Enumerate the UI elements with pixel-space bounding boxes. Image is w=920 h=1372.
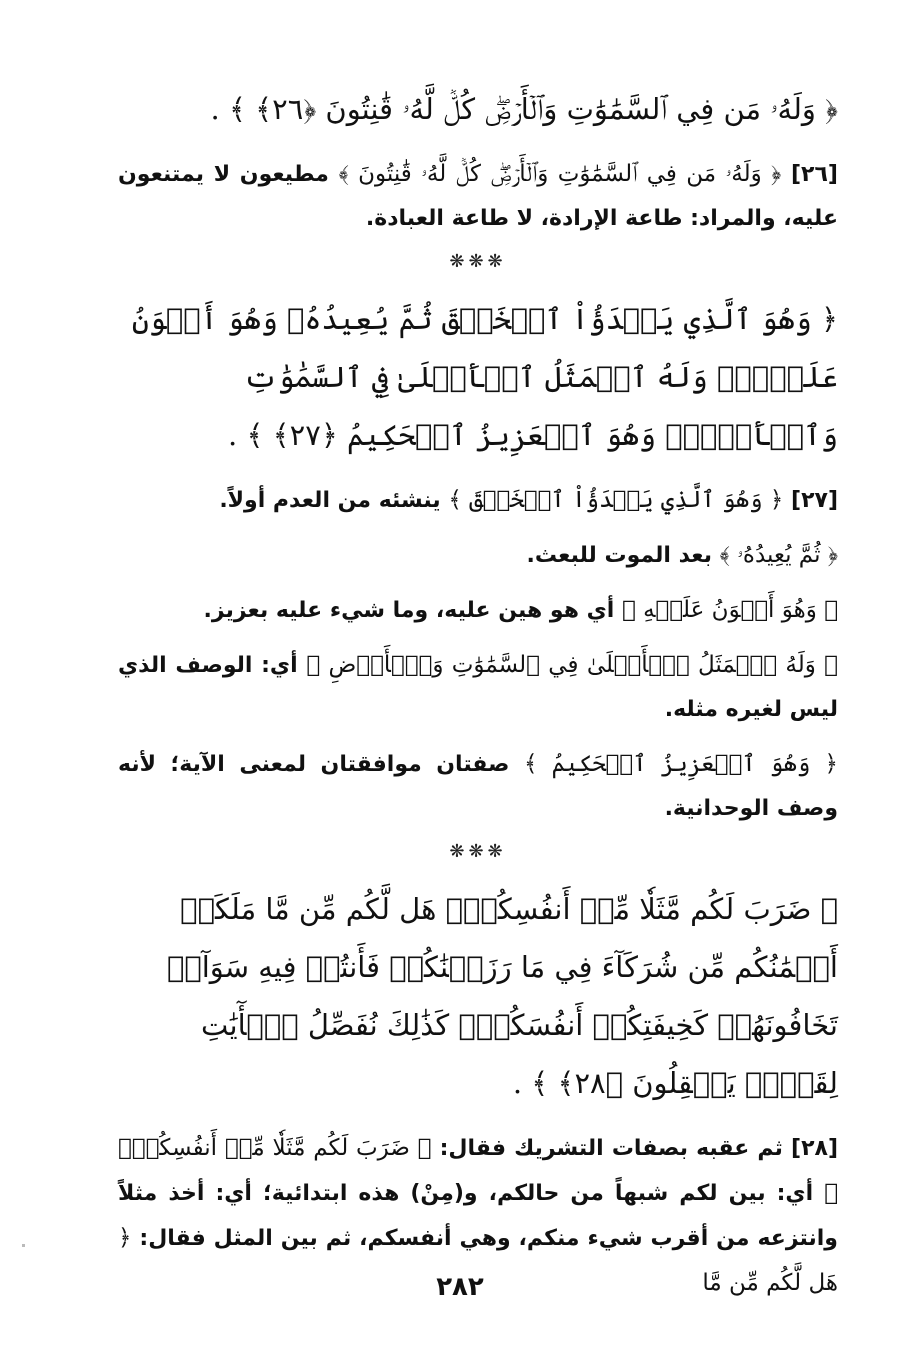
- verse-28: ﴿ ضَرَبَ لَكُم مَّثَلٗا مِّنۡ أَنفُسِكُمۡۖ هَل لَّكُم مِّن مَّا مَلَكَتۡ أَيۡمَٰنُكُم مِّن شُرَكَآءَ فِي مَا رَزَقۡنَٰكُمۡ فَأَنتُمۡ فِيهِ سَوَآءٞ تَخَافُونَهُمۡ كَخِيفَتِكُمۡ أَنفُسَكُمۡۚ كَذَٰلِكَ نُفَصِّلُ ٱلۡأٓيَٰتِ لِقَوۡمٖ يَعۡقِلُونَ ﴿٢٨﴾ ﴾ .: [166, 892, 838, 1100]
- page-number: ٢٨٢: [436, 1272, 484, 1302]
- commentary-26: [118, 152, 838, 241]
- section-separator: ❋❋❋: [449, 841, 507, 862]
- verse-27: ﴿ وَهُوَ ٱلَّذِي يَبۡدَؤُاْ ٱلۡخَلۡقَ ثُمَّ يُعِيدُهُۥ وَهُوَ أَهۡوَنُ عَلَيۡهِۚ وَلَهُ ٱلۡمَثَلُ ٱلۡأَعۡلَىٰ فِي ٱلسَّمَٰوَٰتِ وَٱلۡأَرۡضِۚ وَهُوَ ٱلۡعَزِيزُ ٱلۡحَكِيمُ ﴿٢٧﴾ ﴾ .: [131, 302, 838, 452]
- verse-number: [٢٧]: [791, 488, 838, 513]
- commentary-text: ثم عقبه بصفات التشريك فقال:: [439, 1136, 783, 1161]
- quote: ﴿ هَل لَّكُم مِّن مَّا: [118, 1225, 838, 1296]
- quote: ﴿ وَهُوَ أَهۡوَنُ عَلَيۡهِ ﴾: [621, 597, 838, 623]
- quote: ﴿ وَلَهُۥ مَن فِي ٱلسَّمَٰوَٰتِ وَٱلۡأَرۡضِۖ كُلّٞ لَّهُۥ قَٰنِتُونَ ﴾: [338, 161, 782, 187]
- verse-number: [٢٨]: [791, 1136, 838, 1161]
- commentary-text: أي: الوصف الذي ليس لغيره مثله.: [118, 653, 838, 722]
- commentary-text: صفتان موافقتان لمعنى الآية؛ لأنه وصف الوحدانية.: [118, 752, 838, 821]
- verse-number: [٢٦]: [790, 162, 838, 187]
- page-body: [118, 80, 838, 1316]
- verse-26: ﴿ وَلَهُۥ مَن فِي ٱلسَّمَٰوَٰتِ وَٱلۡأَرۡضِۖ كُلّٞ لَّهُۥ قَٰنِتُونَ ﴿٢٦﴾ ﴾ .: [210, 92, 838, 126]
- quote: ﴿ ضَرَبَ لَكُم مَّثَلٗا مِّنۡ أَنفُسِكُمۡۖ ﴾: [118, 1135, 838, 1206]
- quote: ﴿ ثُمَّ يُعِيدُهُۥ ﴾: [719, 542, 838, 568]
- quote: ﴿ وَهُوَ ٱلۡعَزِيزُ ٱلۡحَكِيمُ ﴾: [523, 751, 838, 777]
- commentary-27e: [118, 742, 838, 831]
- commentary-27c: [118, 588, 838, 633]
- quote: ﴿ وَهُوَ ٱلَّذِي يَبۡدَؤُاْ ٱلۡخَلۡقَ ﴾: [448, 487, 784, 513]
- quote: ﴿ وَلَهُ ٱلۡمَثَلُ ٱلۡأَعۡلَىٰ فِي ٱلسَّمَٰوَٰتِ وَٱلۡأَرۡضِ ﴾: [306, 652, 838, 678]
- section-separator: ❋❋❋: [449, 251, 507, 272]
- scan-speck: [22, 1244, 25, 1247]
- commentary-text: بعد الموت للبعث.: [526, 543, 712, 568]
- commentary-27b: [118, 533, 838, 578]
- commentary-text: مطيعون لا يمتنعون عليه، والمراد: طاعة الإرادة، لا طاعة العبادة.: [118, 162, 838, 231]
- commentary-27a: [118, 478, 838, 523]
- commentary-text: أي: بين لكم شبهاً من حالكم، و(مِنْ) هذه ابتدائية؛ أي: أخذ مثلاً وانتزعه من أقرب شيء منكم، وهي أنفسكم، ثم بين المثل فقال:: [118, 1181, 838, 1251]
- commentary-27d: [118, 643, 838, 732]
- commentary-text: أي هو هين عليه، وما شيء عليه بعزيز.: [203, 598, 615, 623]
- commentary-text: ينشئه من العدم أولاً.: [219, 488, 441, 513]
